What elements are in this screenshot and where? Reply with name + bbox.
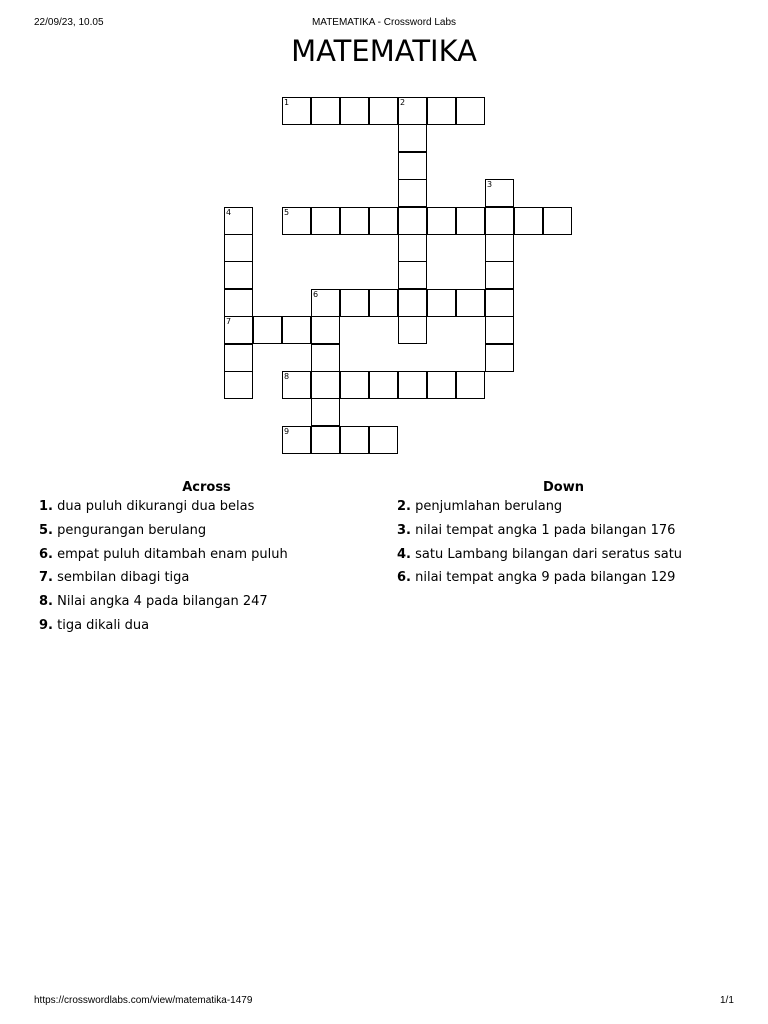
clue-text: nilai tempat angka 9 pada bilangan 129 — [415, 570, 676, 586]
clue-number-label: 3 — [487, 180, 493, 190]
grid-cell[interactable] — [427, 371, 456, 399]
grid-cell[interactable] — [282, 207, 311, 235]
grid-cell[interactable] — [427, 289, 456, 317]
print-url: https://crosswordlabs.com/view/matematika-1479 — [34, 995, 253, 1006]
grid-cell[interactable] — [485, 179, 514, 207]
grid-cell[interactable] — [282, 316, 311, 344]
clue-number: 4. — [397, 546, 411, 562]
clue-text: empat puluh ditambah enam puluh — [57, 546, 288, 562]
grid-cell[interactable] — [253, 316, 282, 344]
grid-cell[interactable] — [485, 344, 514, 372]
across-clue — [39, 570, 394, 594]
clue-number: 1. — [39, 499, 53, 514]
page-number: 1/1 — [720, 995, 734, 1006]
grid-cell[interactable] — [311, 289, 340, 317]
grid-cell[interactable] — [224, 316, 253, 344]
clue-text: pengurangan berulang — [57, 522, 207, 538]
clue-number: 3. — [397, 522, 411, 538]
grid-cell[interactable] — [340, 289, 369, 317]
grid-cell[interactable] — [224, 207, 253, 235]
clue-text: Nilai angka 4 pada bilangan 247 — [57, 594, 268, 610]
grid-cell[interactable] — [340, 97, 369, 125]
page-title: MATEMATIKA — [291, 34, 477, 68]
grid-cell[interactable] — [456, 97, 485, 125]
grid-cell[interactable] — [311, 316, 340, 344]
print-datetime: 22/09/23, 10.05 — [34, 17, 104, 28]
grid-cell[interactable] — [311, 344, 340, 372]
grid-cell[interactable] — [514, 207, 543, 235]
grid-cell[interactable] — [485, 207, 514, 235]
grid-cell[interactable] — [485, 289, 514, 317]
grid-cell[interactable] — [224, 371, 253, 399]
across-clue — [39, 547, 394, 571]
down-clues — [397, 480, 752, 594]
down-heading: Down — [543, 480, 584, 495]
grid-cell[interactable] — [369, 97, 398, 125]
grid-cell[interactable] — [369, 289, 398, 317]
clue-number: 9. — [39, 617, 53, 633]
clue-number-label: 7 — [226, 317, 232, 327]
clue-text: tiga dikali dua — [57, 617, 150, 633]
clue-text: penjumlahan berulang — [415, 499, 563, 514]
grid-cell[interactable] — [398, 316, 427, 344]
grid-cell[interactable] — [282, 371, 311, 399]
print-doc-title: MATEMATIKA - Crossword Labs — [311, 17, 457, 28]
clue-number: 7. — [39, 570, 53, 586]
grid-cell[interactable] — [398, 371, 427, 399]
grid-cell[interactable] — [398, 261, 427, 289]
grid-cell[interactable] — [224, 344, 253, 372]
across-clue — [39, 523, 394, 547]
grid-cell[interactable] — [543, 207, 572, 235]
across-heading: Across — [182, 480, 231, 495]
grid-cell[interactable] — [311, 207, 340, 235]
clue-number-label: 1 — [284, 98, 290, 107]
grid-cell[interactable] — [311, 426, 340, 454]
grid-cell[interactable] — [427, 97, 456, 125]
grid-cell[interactable] — [340, 207, 369, 235]
clue-text: dua puluh dikurangi dua belas — [57, 499, 255, 514]
grid-cell[interactable] — [282, 97, 311, 125]
down-clue — [397, 499, 752, 523]
clue-number: 6. — [397, 570, 411, 586]
clue-number: 8. — [39, 594, 53, 610]
grid-cell[interactable] — [369, 426, 398, 454]
crossword-grid — [224, 97, 546, 457]
clue-number-label: 4 — [226, 207, 232, 217]
grid-cell[interactable] — [311, 398, 340, 426]
grid-cell[interactable] — [369, 371, 398, 399]
grid-cell[interactable] — [485, 261, 514, 289]
clue-number-label: 8 — [284, 372, 290, 381]
grid-cell[interactable] — [340, 426, 369, 454]
grid-cell[interactable] — [485, 234, 514, 262]
clue-number-label: 5 — [284, 207, 290, 217]
grid-cell[interactable] — [224, 289, 253, 317]
grid-cell[interactable] — [224, 261, 253, 289]
grid-cell[interactable] — [340, 371, 369, 399]
clue-number-label: 2 — [400, 98, 406, 107]
grid-cell[interactable] — [427, 207, 456, 235]
grid-cell[interactable] — [398, 97, 427, 125]
grid-cell[interactable] — [398, 289, 427, 317]
clue-number: 6. — [39, 546, 53, 562]
across-clues — [39, 480, 394, 642]
down-clue — [397, 547, 752, 571]
grid-cell[interactable] — [456, 207, 485, 235]
grid-cell[interactable] — [311, 97, 340, 125]
grid-cell[interactable] — [398, 207, 427, 235]
grid-cell[interactable] — [369, 207, 398, 235]
clue-text: satu Lambang bilangan dari seratus satu — [415, 546, 683, 562]
across-clue — [39, 594, 394, 618]
grid-cell[interactable] — [224, 234, 253, 262]
grid-cell[interactable] — [398, 152, 427, 180]
grid-cell[interactable] — [311, 371, 340, 399]
clue-number-label: 9 — [284, 426, 290, 436]
grid-cell[interactable] — [398, 234, 427, 262]
grid-cell[interactable] — [485, 316, 514, 344]
grid-cell[interactable] — [398, 124, 427, 152]
grid-cell[interactable] — [398, 179, 427, 207]
clue-text: sembilan dibagi tiga — [57, 570, 190, 586]
down-clue — [397, 523, 752, 547]
clue-text: nilai tempat angka 1 pada bilangan 176 — [415, 522, 676, 538]
grid-cell[interactable] — [456, 289, 485, 317]
down-clue — [397, 570, 752, 594]
clue-number-label: 6 — [313, 289, 319, 299]
across-clue — [39, 499, 394, 523]
grid-cell[interactable] — [282, 426, 311, 454]
across-clue — [39, 618, 394, 642]
clue-number: 2. — [397, 499, 411, 514]
grid-cell[interactable] — [456, 371, 485, 399]
clue-number: 5. — [39, 522, 53, 538]
